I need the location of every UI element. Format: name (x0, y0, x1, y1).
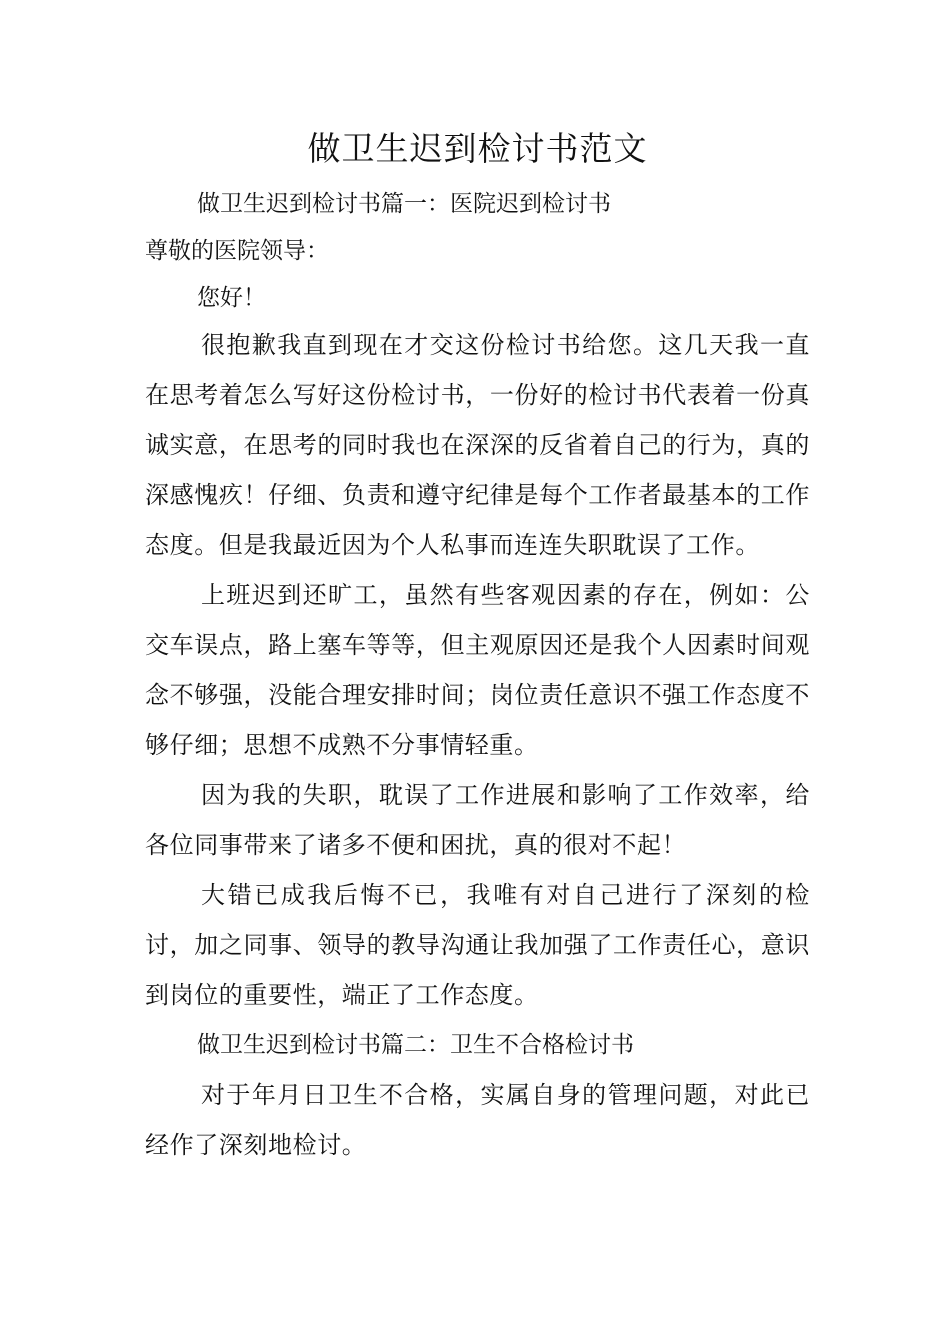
paragraph: 上班迟到还旷工，虽然有些客观因素的存在，例如：公交车误点，路上塞车等等，但主观原因还是我个人因素时间观念不够强，没能合理安排时间；岗位责任意识不强工作态度不够仔细；思想不成熟不分事情轻重。 (145, 581, 810, 759)
salutation: 尊敬的医院领导： (145, 238, 329, 264)
paragraph: 因为我的失职，耽误了工作进展和影响了工作效率，给各位同事带来了诸多不便和困扰，真的很对不起！ (145, 781, 810, 859)
document-title: 做卫生迟到检讨书范文 (307, 129, 648, 168)
paragraph: 很抱歉我直到现在才交这份检讨书给您。这几天我一直在思考着怎么写好这份检讨书，一份好的检讨书代表着一份真诚实意，在思考的同时我也在深深的反省着自己的行为，真的深感愧疚！仔细、负责和遵守纪律是每个工作者最基本的工作态度。但是我最近因为个人私事而连连失职耽误了工作。 (145, 331, 810, 559)
greeting: 您好！ (197, 285, 266, 311)
paragraph: 对于年月日卫生不合格，实属自身的管理问题，对此已经作了深刻地检讨。 (145, 1081, 810, 1159)
paragraph: 大错已成我后悔不已，我唯有对自己进行了深刻的检讨，加之同事、领导的教导沟通让我加强了工作责任心，意识到岗位的重要性，端正了工作态度。 (145, 881, 810, 1009)
document-page (145, 120, 810, 1170)
section-heading-1: 做卫生迟到检讨书篇一：医院迟到检讨书 (197, 191, 611, 217)
section-heading-2: 做卫生迟到检讨书篇二：卫生不合格检讨书 (197, 1032, 634, 1058)
